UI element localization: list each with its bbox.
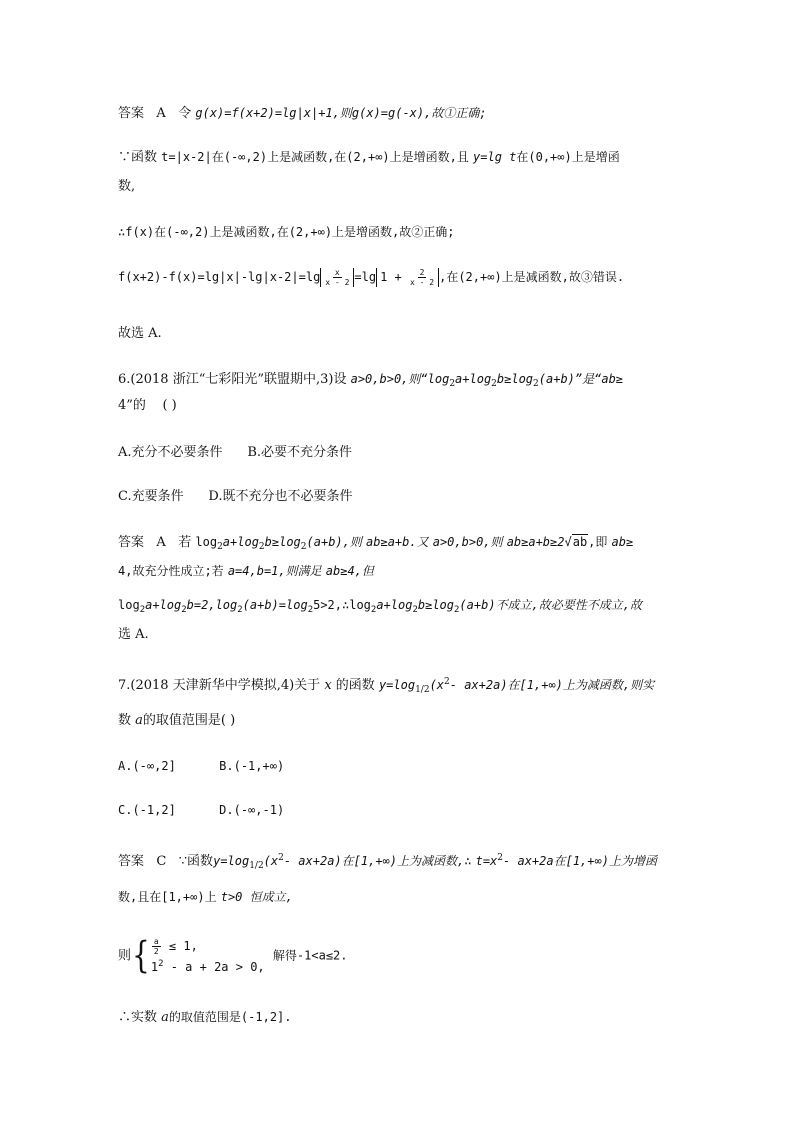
subscript: 2 <box>139 605 146 615</box>
subscript: 2 <box>237 605 243 615</box>
answer-blank: ( ) <box>162 398 177 413</box>
formula: a>0,b>0,则“log <box>350 372 450 386</box>
answer-label: 答案 <box>118 106 145 121</box>
fraction <box>325 268 349 287</box>
formula: ab≥a+b.又 <box>366 535 429 549</box>
subscript: 2 <box>307 605 314 615</box>
answer-text-line <box>118 626 149 644</box>
text: 则 <box>118 948 132 964</box>
formula: (a+b)不成立,故必要性不成立,故 <box>459 598 642 612</box>
superscript: 2 <box>278 853 284 863</box>
superscript: 2 <box>158 959 164 969</box>
options-row <box>118 801 284 819</box>
formula: (x <box>429 678 445 692</box>
formula: 数,且在[1,+∞)上 <box>118 890 217 904</box>
superscript: 2 <box>497 853 504 863</box>
formula: t=x <box>475 854 498 868</box>
subscript: 2 <box>412 605 418 615</box>
formula: (x <box>263 854 279 868</box>
subscript: 2 <box>258 542 265 552</box>
text: 故选 A. <box>118 326 162 341</box>
variable: x <box>324 678 332 693</box>
subscript: 2 <box>217 542 223 552</box>
options-row <box>118 757 284 775</box>
answer-text-line <box>118 1008 292 1027</box>
formula: - a + 2a > 0, <box>170 960 265 974</box>
answer-choice: C <box>156 854 167 869</box>
formula: a+log <box>222 535 259 549</box>
answer-formula-line <box>118 268 624 287</box>
option-a: A.(-∞,2] <box>118 759 176 773</box>
question-text: 的取值范围是( ) <box>142 713 236 728</box>
abs-expression <box>376 268 439 287</box>
formula: b≥log <box>496 372 534 386</box>
superscript: 2 <box>444 677 450 687</box>
text: ∵函数 <box>178 854 214 869</box>
subscript: 2 <box>300 542 307 552</box>
question-7-line2 <box>118 712 235 730</box>
formula: log <box>195 535 218 549</box>
option-d: D.(-∞,-1) <box>219 803 285 817</box>
option-c: C.充要条件 <box>118 489 184 504</box>
answer-formula-line <box>118 596 642 619</box>
option-d: D.既不充分也不必要条件 <box>208 489 353 504</box>
option-b: B.(-1,+∞) <box>219 759 285 773</box>
brace-symbol: { <box>132 933 150 977</box>
formula: ab≥a+b≥2 <box>506 535 565 549</box>
denominator: x - 2 <box>410 278 435 287</box>
numerator: 2 <box>419 268 425 277</box>
subscript: 1/2 <box>415 685 430 695</box>
question-text: 6.(2018 浙江“七彩阳光”联盟期中,3)设 <box>118 372 347 387</box>
formula: b=2,log <box>186 598 238 612</box>
answer-text-line <box>118 888 293 907</box>
option-a: A.充分不必要条件 <box>118 445 223 460</box>
formula: a+log <box>455 372 492 386</box>
formula: f(x+2)-f(x)=lg|x|-lg|x-2|=lg <box>118 270 321 284</box>
formula: - ax+2a)在[1,+∞)上为减函数,∴ <box>283 854 472 868</box>
formula: ≤ 1, <box>168 939 198 953</box>
text: 令 <box>178 106 192 121</box>
formula: - ax+2a)在[1,+∞)上为减函数,则实 <box>449 678 655 692</box>
variable: a <box>161 1010 169 1025</box>
system-row-1 <box>151 937 265 956</box>
text: ∴f(x)在(-∞,2)上是减函数,在(2,+∞)上是增函数,故②正确; <box>118 225 455 239</box>
formula: ,在(2,+∞)上是减函数,故③错误. <box>439 270 625 284</box>
formula: ,即 <box>588 535 608 549</box>
answer-choice: A <box>156 535 166 550</box>
question-text: 7.(2018 天津新华中学模拟,4)关于 <box>118 678 321 693</box>
question-7 <box>118 673 654 699</box>
answer-text-line <box>118 178 135 196</box>
question-text: 4”的 <box>118 398 146 413</box>
inequality-system <box>118 933 348 977</box>
formula: 1 <box>150 960 159 974</box>
answer-choice: A <box>156 106 166 121</box>
formula: a+log <box>145 598 182 612</box>
answer-line-7 <box>118 849 657 875</box>
question-6-line2 <box>118 397 177 415</box>
formula: (a+b)”是“ab≥ <box>538 372 624 386</box>
system-rows <box>151 937 265 975</box>
formula: y=log <box>378 678 416 692</box>
formula: a>0,b>0,则 <box>432 535 503 549</box>
option-b: B.必要不充分条件 <box>247 445 353 460</box>
formula: t=|x-2|在(-∞,2)上是减函数,在(2,+∞)上是增函数,且 <box>161 150 469 164</box>
answer-label: 答案 <box>118 854 145 869</box>
formula: b≥log <box>264 535 301 549</box>
text: 若 <box>178 535 192 550</box>
variable: a <box>135 713 143 728</box>
formula: 5>2,∴log <box>313 598 371 612</box>
formula: a=4,b=1,则满足 <box>227 564 322 578</box>
fraction <box>410 268 434 287</box>
formula: g(x)=f(x+2)=lg|x|+1,则 <box>195 106 352 120</box>
question-text: 数 <box>118 713 132 728</box>
option-c: C.(-1,2] <box>118 803 176 817</box>
subscript: 2 <box>370 605 377 615</box>
question-text: 的函数 <box>335 678 375 693</box>
formula: g(x)=g(-x),故①正确; <box>351 106 487 120</box>
numerator: a <box>153 937 159 946</box>
formula: (a+b),则 <box>306 535 362 549</box>
subscript: 2 <box>533 379 539 389</box>
formula: 解得-1<a≤2. <box>272 948 348 963</box>
formula: t>0 恒成立, <box>220 890 293 904</box>
answer-text-line <box>118 223 455 241</box>
formula: a+log <box>376 598 413 612</box>
formula: y=lg t <box>473 150 517 164</box>
question-6 <box>118 370 623 393</box>
formula: 在(0,+∞)上是增函 <box>516 150 620 164</box>
text: ∵函数 <box>118 150 158 165</box>
formula: y=log <box>213 854 250 868</box>
abs-fraction <box>320 268 354 287</box>
subscript: 2 <box>449 379 456 389</box>
sqrt: √ab <box>564 535 588 549</box>
answer-text-line <box>118 325 162 343</box>
formula: 的取值范围是(-1,2]. <box>168 1010 292 1024</box>
answer-line-6 <box>118 533 633 556</box>
formula: 4,故充分性成立;若 <box>118 564 224 578</box>
formula: - ax+2a在[1,+∞)上为增函 <box>503 854 657 868</box>
numerator: x <box>334 268 340 277</box>
denominator: x - 2 <box>325 278 350 287</box>
text: 选 A. <box>118 627 149 642</box>
formula: b≥log <box>417 598 454 612</box>
formula: log <box>118 598 140 612</box>
subscript: 2 <box>181 605 187 615</box>
fraction <box>152 937 161 956</box>
answer-text-line <box>118 148 620 167</box>
answer-line-5 <box>118 104 487 123</box>
denominator: 2 <box>153 947 159 956</box>
options-row <box>118 488 353 506</box>
text: 数, <box>118 179 136 194</box>
subscript: 2 <box>491 379 497 389</box>
subscript: 2 <box>454 605 460 615</box>
system-row-2 <box>151 956 265 975</box>
text: ∴实数 <box>118 1010 158 1025</box>
answer-text-line <box>118 562 374 581</box>
formula: 1 + <box>380 270 402 284</box>
formula: ab≥4,但 <box>325 564 374 578</box>
formula: =lg <box>354 270 377 284</box>
subscript: 1/2 <box>249 861 264 871</box>
formula: (a+b)=log <box>242 598 308 612</box>
answer-label: 答案 <box>118 535 145 550</box>
sqrt-content: ab <box>572 535 588 549</box>
options-row <box>118 444 352 462</box>
formula: ab≥ <box>611 535 634 549</box>
